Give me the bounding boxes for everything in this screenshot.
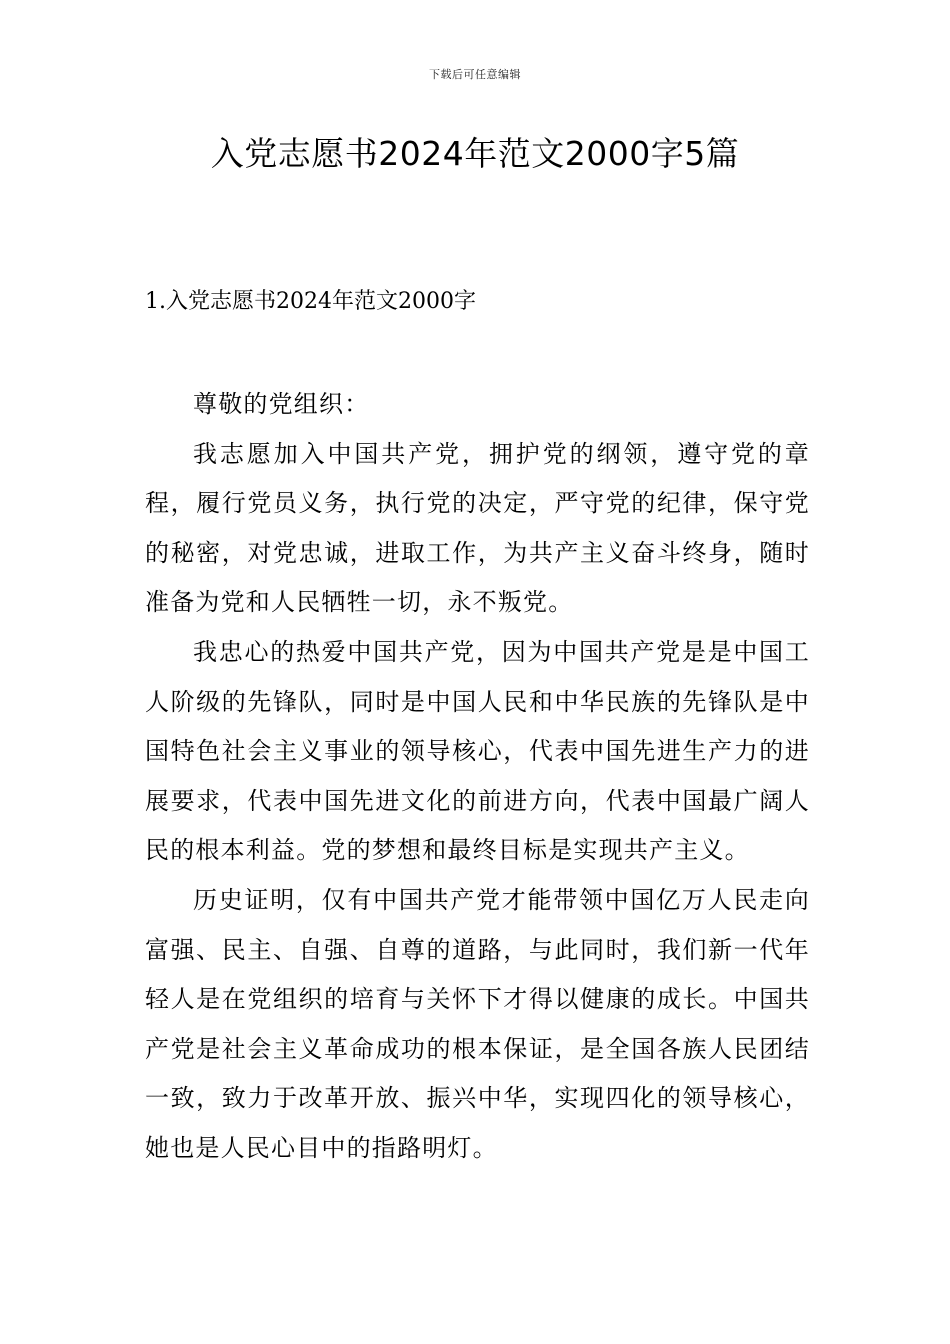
document-title: 入党志愿书2024年范文2000字5篇	[210, 134, 740, 173]
salutation: 尊敬的党组织：	[193, 390, 370, 418]
section-heading: 1.入党志愿书2024年范文2000字	[145, 289, 476, 314]
paragraph-1: 我志愿加入中国共产党，拥护党的纲领，遵守党的章程，履行党员义务，执行党的决定，严守党的纪律，保守党的秘密，对党忠诚，进取工作，为共产主义奋斗终身，随时准备为党和人民牺牲一切，永不叛党。	[145, 439, 810, 617]
paragraph-2: 我忠心的热爱中国共产党，因为中国共产党是是中国工人阶级的先锋队，同时是中国人民和中华民族的先锋队是中国特色社会主义事业的领导核心，代表中国先进生产力的进展要求，代表中国先进文化的前进方向，代表中国最广阔人民的根本利益。党的梦想和最终目标是实现共产主义。	[145, 637, 810, 865]
letter-body	[145, 380, 810, 1174]
header-note: 下载后可任意编辑	[429, 68, 521, 81]
paragraph-3: 历史证明，仅有中国共产党才能带领中国亿万人民走向富强、民主、自强、自尊的道路，与此同时，我们新一代年轻人是在党组织的培育与关怀下才得以健康的成长。中国共产党是社会主义革命成功的根本保证，是全国各族人民团结一致，致力于改革开放、振兴中华，实现四化的领导核心，她也是人民心目中的指路明灯。	[145, 885, 810, 1162]
